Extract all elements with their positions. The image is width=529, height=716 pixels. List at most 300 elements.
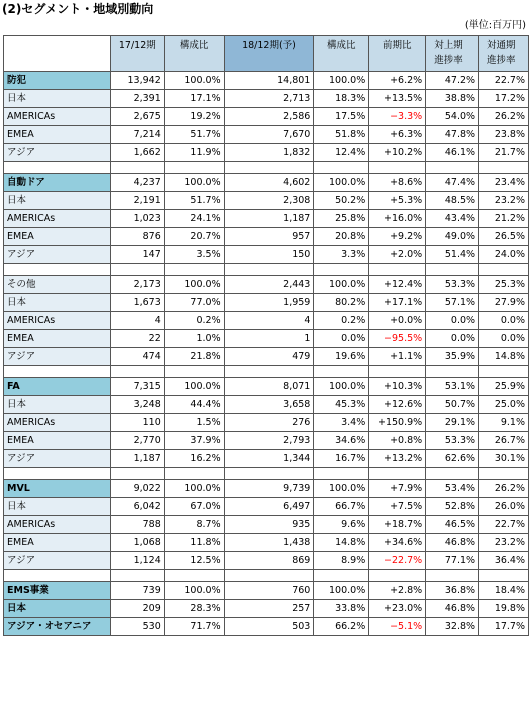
cell-p1: 48.5% [426, 192, 479, 210]
cell-prev: 530 [110, 618, 164, 636]
row-label: EMEA [4, 126, 111, 144]
cell-p1: 38.8% [426, 90, 479, 108]
cell-p2: 23.8% [479, 126, 529, 144]
row-label: アジア [4, 450, 111, 468]
cell-yoy: +150.9% [369, 414, 426, 432]
cell-yoy: +9.2% [369, 228, 426, 246]
cell-r2: 18.3% [314, 90, 369, 108]
section-spacer [4, 468, 529, 480]
spacer-cell [164, 468, 224, 480]
cell-r2: 100.0% [314, 480, 369, 498]
row-label: AMERICAs [4, 210, 111, 228]
cell-p1: 52.8% [426, 498, 479, 516]
section-spacer [4, 162, 529, 174]
cell-r1: 21.8% [164, 348, 224, 366]
spacer-cell [110, 366, 164, 378]
cell-yoy: +34.6% [369, 534, 426, 552]
cell-prev: 474 [110, 348, 164, 366]
cell-plan: 2,308 [224, 192, 314, 210]
region-row [4, 192, 529, 210]
cell-r2: 100.0% [314, 378, 369, 396]
cell-prev: 9,022 [110, 480, 164, 498]
spacer-cell [224, 570, 314, 582]
row-label: EMEA [4, 330, 111, 348]
cell-prev: 1,124 [110, 552, 164, 570]
region-row [4, 144, 529, 162]
cell-r2: 33.8% [314, 600, 369, 618]
cell-r1: 100.0% [164, 378, 224, 396]
segment-total-row [4, 582, 529, 600]
spacer-cell [426, 468, 479, 480]
cell-plan: 1,832 [224, 144, 314, 162]
cell-plan: 1,187 [224, 210, 314, 228]
cell-r1: 71.7% [164, 618, 224, 636]
spacer-cell [224, 366, 314, 378]
cell-yoy: −5.1% [369, 618, 426, 636]
spacer-cell [314, 264, 369, 276]
cell-p2: 18.4% [479, 582, 529, 600]
cell-p1: 51.4% [426, 246, 479, 264]
cell-p1: 49.0% [426, 228, 479, 246]
cell-r2: 100.0% [314, 174, 369, 192]
header-yoy: 前期比 [369, 36, 426, 72]
cell-prev: 1,673 [110, 294, 164, 312]
row-label: 日本 [4, 600, 111, 618]
header-prev: 17/12期 [110, 36, 164, 72]
spacer-cell [110, 162, 164, 174]
cell-p2: 19.8% [479, 600, 529, 618]
cell-yoy: +23.0% [369, 600, 426, 618]
cell-p1: 43.4% [426, 210, 479, 228]
cell-yoy: +6.2% [369, 72, 426, 90]
cell-r1: 77.0% [164, 294, 224, 312]
unit-note: (単位:百万円) [464, 20, 526, 31]
cell-prev: 13,942 [110, 72, 164, 90]
segment-total-row [4, 378, 529, 396]
spacer-cell [479, 570, 529, 582]
region-row [4, 348, 529, 366]
cell-p2: 0.0% [479, 330, 529, 348]
cell-p1: 47.8% [426, 126, 479, 144]
cell-r1: 11.8% [164, 534, 224, 552]
cell-plan: 1,344 [224, 450, 314, 468]
cell-p1: 35.9% [426, 348, 479, 366]
cell-yoy: +10.2% [369, 144, 426, 162]
row-label: 日本 [4, 90, 111, 108]
cell-plan: 869 [224, 552, 314, 570]
cell-plan: 150 [224, 246, 314, 264]
row-label: AMERICAs [4, 312, 111, 330]
header-label [4, 36, 111, 72]
cell-yoy: +5.3% [369, 192, 426, 210]
spacer-cell [164, 570, 224, 582]
cell-yoy: +7.5% [369, 498, 426, 516]
section-spacer [4, 366, 529, 378]
row-label: MVL [4, 480, 111, 498]
cell-prev: 7,315 [110, 378, 164, 396]
cell-r1: 19.2% [164, 108, 224, 126]
cell-p1: 53.3% [426, 276, 479, 294]
cell-plan: 2,713 [224, 90, 314, 108]
cell-plan: 3,658 [224, 396, 314, 414]
segment-total-row [4, 480, 529, 498]
header-plan: 18/12期(予) [224, 36, 314, 72]
row-label: その他 [4, 276, 111, 294]
cell-plan: 8,071 [224, 378, 314, 396]
region-row [4, 294, 529, 312]
cell-yoy: −22.7% [369, 552, 426, 570]
cell-p1: 0.0% [426, 330, 479, 348]
row-label: アジア・オセアニア [4, 618, 111, 636]
cell-p2: 22.7% [479, 516, 529, 534]
cell-r2: 12.4% [314, 144, 369, 162]
cell-r1: 28.3% [164, 600, 224, 618]
spacer-cell [314, 162, 369, 174]
cell-r2: 20.8% [314, 228, 369, 246]
row-label: 日本 [4, 396, 111, 414]
spacer-cell [314, 570, 369, 582]
cell-p2: 23.2% [479, 534, 529, 552]
cell-plan: 257 [224, 600, 314, 618]
cell-p2: 27.9% [479, 294, 529, 312]
cell-p2: 24.0% [479, 246, 529, 264]
cell-p1: 46.5% [426, 516, 479, 534]
spacer-cell [110, 570, 164, 582]
row-label: アジア [4, 246, 111, 264]
table-header-row [4, 36, 529, 72]
cell-p1: 53.1% [426, 378, 479, 396]
cell-r1: 1.5% [164, 414, 224, 432]
cell-yoy: +17.1% [369, 294, 426, 312]
cell-prev: 2,770 [110, 432, 164, 450]
cell-yoy: +7.9% [369, 480, 426, 498]
cell-r2: 100.0% [314, 582, 369, 600]
cell-yoy: +2.0% [369, 246, 426, 264]
segment-total-row [4, 174, 529, 192]
spacer-cell [426, 366, 479, 378]
cell-prev: 22 [110, 330, 164, 348]
row-label: EMS事業 [4, 582, 111, 600]
cell-plan: 2,793 [224, 432, 314, 450]
row-label: AMERICAs [4, 414, 111, 432]
cell-p2: 0.0% [479, 312, 529, 330]
row-label: 日本 [4, 498, 111, 516]
region-row [4, 246, 529, 264]
segment-total-row [4, 72, 529, 90]
cell-yoy: +0.0% [369, 312, 426, 330]
page-title: (2)セグメント・地域別動向 [2, 2, 154, 16]
cell-plan: 503 [224, 618, 314, 636]
cell-prev: 110 [110, 414, 164, 432]
cell-r1: 67.0% [164, 498, 224, 516]
cell-p2: 26.7% [479, 432, 529, 450]
cell-p1: 29.1% [426, 414, 479, 432]
spacer-cell [369, 366, 426, 378]
row-label: 防犯 [4, 72, 111, 90]
cell-prev: 1,187 [110, 450, 164, 468]
cell-plan: 6,497 [224, 498, 314, 516]
cell-p1: 57.1% [426, 294, 479, 312]
spacer-cell [4, 264, 111, 276]
cell-plan: 2,443 [224, 276, 314, 294]
cell-p2: 25.9% [479, 378, 529, 396]
spacer-cell [110, 264, 164, 276]
cell-prev: 6,042 [110, 498, 164, 516]
cell-r2: 16.7% [314, 450, 369, 468]
cell-yoy: +18.7% [369, 516, 426, 534]
cell-prev: 7,214 [110, 126, 164, 144]
cell-prev: 876 [110, 228, 164, 246]
segment-total-row [4, 276, 529, 294]
cell-p1: 46.8% [426, 534, 479, 552]
region-row [4, 450, 529, 468]
cell-plan: 1,959 [224, 294, 314, 312]
cell-r2: 66.2% [314, 618, 369, 636]
region-row [4, 432, 529, 450]
cell-prev: 739 [110, 582, 164, 600]
spacer-cell [224, 468, 314, 480]
cell-p2: 9.1% [479, 414, 529, 432]
region-row [4, 618, 529, 636]
spacer-cell [314, 468, 369, 480]
header-ratio1: 構成比 [164, 36, 224, 72]
row-label: 日本 [4, 294, 111, 312]
spacer-cell [479, 162, 529, 174]
cell-yoy: +13.2% [369, 450, 426, 468]
spacer-cell [224, 162, 314, 174]
region-row [4, 228, 529, 246]
cell-r2: 25.8% [314, 210, 369, 228]
cell-prev: 147 [110, 246, 164, 264]
cell-yoy: +2.8% [369, 582, 426, 600]
cell-plan: 4 [224, 312, 314, 330]
region-row [4, 516, 529, 534]
cell-p2: 17.7% [479, 618, 529, 636]
cell-p1: 77.1% [426, 552, 479, 570]
spacer-cell [479, 468, 529, 480]
spacer-cell [4, 570, 111, 582]
cell-r1: 16.2% [164, 450, 224, 468]
cell-r2: 3.4% [314, 414, 369, 432]
row-label: 日本 [4, 192, 111, 210]
row-label: FA [4, 378, 111, 396]
cell-plan: 276 [224, 414, 314, 432]
spacer-cell [164, 264, 224, 276]
cell-r2: 80.2% [314, 294, 369, 312]
spacer-cell [426, 162, 479, 174]
cell-r2: 19.6% [314, 348, 369, 366]
cell-prev: 2,191 [110, 192, 164, 210]
region-row [4, 414, 529, 432]
cell-prev: 4,237 [110, 174, 164, 192]
cell-yoy: +8.6% [369, 174, 426, 192]
header-ratio2: 構成比 [314, 36, 369, 72]
spacer-cell [164, 162, 224, 174]
cell-p1: 36.8% [426, 582, 479, 600]
header-progress-half: 対上期 進捗率 [426, 36, 479, 72]
cell-r2: 100.0% [314, 276, 369, 294]
cell-prev: 2,173 [110, 276, 164, 294]
cell-r2: 14.8% [314, 534, 369, 552]
cell-yoy: +1.1% [369, 348, 426, 366]
cell-r1: 100.0% [164, 72, 224, 90]
region-row [4, 600, 529, 618]
region-row [4, 552, 529, 570]
cell-r1: 51.7% [164, 126, 224, 144]
cell-r2: 0.2% [314, 312, 369, 330]
region-row [4, 330, 529, 348]
cell-r1: 8.7% [164, 516, 224, 534]
cell-yoy: +12.6% [369, 396, 426, 414]
cell-plan: 2,586 [224, 108, 314, 126]
spacer-cell [426, 264, 479, 276]
spacer-cell [110, 468, 164, 480]
cell-r2: 9.6% [314, 516, 369, 534]
cell-p2: 30.1% [479, 450, 529, 468]
segment-region-table [3, 35, 529, 636]
cell-p2: 22.7% [479, 72, 529, 90]
cell-p1: 50.7% [426, 396, 479, 414]
cell-yoy: +10.3% [369, 378, 426, 396]
cell-r2: 3.3% [314, 246, 369, 264]
spacer-cell [4, 366, 111, 378]
cell-prev: 788 [110, 516, 164, 534]
cell-p2: 25.0% [479, 396, 529, 414]
cell-r1: 24.1% [164, 210, 224, 228]
cell-r2: 66.7% [314, 498, 369, 516]
cell-r1: 11.9% [164, 144, 224, 162]
region-row [4, 108, 529, 126]
cell-r2: 34.6% [314, 432, 369, 450]
cell-plan: 7,670 [224, 126, 314, 144]
spacer-cell [314, 366, 369, 378]
cell-plan: 760 [224, 582, 314, 600]
cell-plan: 9,739 [224, 480, 314, 498]
spacer-cell [369, 468, 426, 480]
cell-r1: 100.0% [164, 582, 224, 600]
spacer-cell [369, 162, 426, 174]
cell-p1: 0.0% [426, 312, 479, 330]
cell-yoy: −95.5% [369, 330, 426, 348]
row-label: AMERICAs [4, 108, 111, 126]
cell-yoy: −3.3% [369, 108, 426, 126]
region-row [4, 210, 529, 228]
spacer-cell [369, 570, 426, 582]
cell-r1: 17.1% [164, 90, 224, 108]
cell-p2: 21.7% [479, 144, 529, 162]
cell-p2: 23.4% [479, 174, 529, 192]
cell-p2: 26.5% [479, 228, 529, 246]
cell-r2: 45.3% [314, 396, 369, 414]
cell-p1: 47.4% [426, 174, 479, 192]
cell-r1: 12.5% [164, 552, 224, 570]
cell-prev: 1,068 [110, 534, 164, 552]
cell-r2: 100.0% [314, 72, 369, 90]
cell-plan: 14,801 [224, 72, 314, 90]
region-row [4, 312, 529, 330]
spacer-cell [164, 366, 224, 378]
spacer-cell [4, 468, 111, 480]
cell-yoy: +0.8% [369, 432, 426, 450]
cell-p2: 26.0% [479, 498, 529, 516]
cell-yoy: +16.0% [369, 210, 426, 228]
cell-r2: 0.0% [314, 330, 369, 348]
cell-p2: 26.2% [479, 108, 529, 126]
row-label: EMEA [4, 228, 111, 246]
cell-plan: 935 [224, 516, 314, 534]
cell-prev: 2,391 [110, 90, 164, 108]
row-label: EMEA [4, 534, 111, 552]
row-label: 自動ドア [4, 174, 111, 192]
region-row [4, 126, 529, 144]
cell-r1: 3.5% [164, 246, 224, 264]
cell-prev: 2,675 [110, 108, 164, 126]
cell-plan: 1,438 [224, 534, 314, 552]
cell-p2: 23.2% [479, 192, 529, 210]
spacer-cell [4, 162, 111, 174]
cell-p2: 25.3% [479, 276, 529, 294]
section-spacer [4, 570, 529, 582]
cell-prev: 3,248 [110, 396, 164, 414]
cell-plan: 4,602 [224, 174, 314, 192]
cell-r2: 17.5% [314, 108, 369, 126]
cell-r2: 8.9% [314, 552, 369, 570]
row-label: アジア [4, 348, 111, 366]
cell-yoy: +6.3% [369, 126, 426, 144]
cell-p2: 21.2% [479, 210, 529, 228]
cell-p2: 26.2% [479, 480, 529, 498]
cell-p1: 47.2% [426, 72, 479, 90]
cell-r2: 51.8% [314, 126, 369, 144]
cell-p1: 53.3% [426, 432, 479, 450]
cell-r1: 37.9% [164, 432, 224, 450]
cell-yoy: +13.5% [369, 90, 426, 108]
spacer-cell [369, 264, 426, 276]
cell-prev: 1,662 [110, 144, 164, 162]
section-spacer [4, 264, 529, 276]
cell-prev: 1,023 [110, 210, 164, 228]
cell-r1: 51.7% [164, 192, 224, 210]
row-label: アジア [4, 552, 111, 570]
cell-p1: 53.4% [426, 480, 479, 498]
row-label: アジア [4, 144, 111, 162]
cell-yoy: +12.4% [369, 276, 426, 294]
row-label: EMEA [4, 432, 111, 450]
region-row [4, 498, 529, 516]
cell-p1: 62.6% [426, 450, 479, 468]
cell-r2: 50.2% [314, 192, 369, 210]
cell-r1: 0.2% [164, 312, 224, 330]
row-label: AMERICAs [4, 516, 111, 534]
spacer-cell [479, 264, 529, 276]
cell-plan: 957 [224, 228, 314, 246]
cell-p1: 46.8% [426, 600, 479, 618]
cell-r1: 1.0% [164, 330, 224, 348]
cell-plan: 1 [224, 330, 314, 348]
header-progress-full: 対通期 進捗率 [479, 36, 529, 72]
cell-r1: 100.0% [164, 276, 224, 294]
cell-r1: 44.4% [164, 396, 224, 414]
cell-p1: 32.8% [426, 618, 479, 636]
spacer-cell [479, 366, 529, 378]
cell-prev: 4 [110, 312, 164, 330]
region-row [4, 90, 529, 108]
cell-p1: 54.0% [426, 108, 479, 126]
region-row [4, 534, 529, 552]
cell-plan: 479 [224, 348, 314, 366]
cell-p1: 46.1% [426, 144, 479, 162]
spacer-cell [426, 570, 479, 582]
